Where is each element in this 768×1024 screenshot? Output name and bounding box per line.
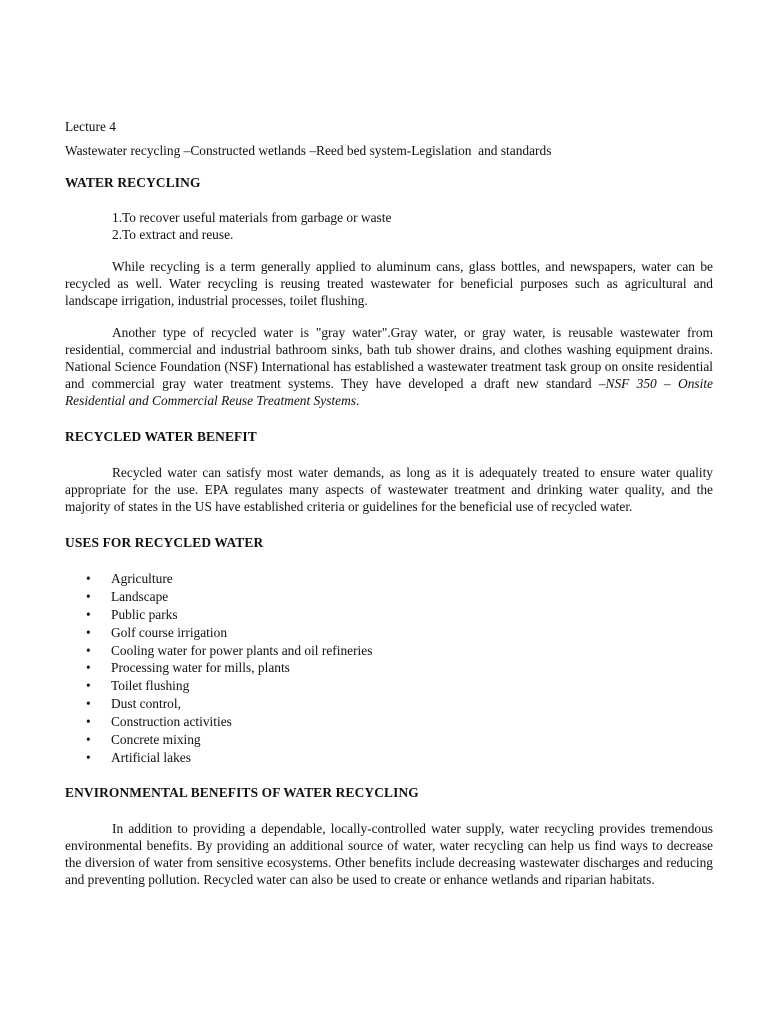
nsf-standard-title: NSF 350 – Onsite Residential and Commercial Reuse Treatment Systems (65, 376, 713, 408)
bullet-icon: • (86, 732, 91, 748)
numbered-item-1: 1.To recover useful materials from garbage or waste (112, 210, 392, 225)
bullet-icon: • (86, 642, 91, 658)
bullet-icon: • (86, 696, 91, 712)
bullet-icon: • (86, 606, 91, 622)
list-item: • Toilet flushing (86, 678, 190, 694)
bullet-icon: • (86, 660, 91, 676)
document-page (65, 118, 713, 888)
bullet-icon: • (86, 624, 91, 640)
list-item: • Dust control, (86, 696, 181, 712)
paragraph-recycling-intro: While recycling is a term generally applied to aluminum cans, glass bottles, and newspapers, water can be recycled as well. Water recycling is reusing treated wastewater for beneficial purposes such as agricultural and landscape irrigation, industrial processes, toilet flushing. (65, 259, 713, 308)
list-item: • Golf course irrigation (86, 624, 228, 640)
gray-water-period: . (355, 393, 360, 408)
heading-environmental-benefits: ENVIRONMENTAL BENEFITS OF WATER RECYCLING (65, 784, 419, 800)
bullet-icon: • (86, 714, 91, 730)
numbered-item-2: 2.To extract and reuse. (112, 227, 234, 242)
bullet-icon: • (86, 571, 91, 586)
list-item: • Construction activities (86, 714, 232, 730)
uses-list (65, 570, 713, 767)
list-item: • Processing water for mills, plants (86, 660, 290, 676)
gray-water-text: Another type of recycled water is "gray water".Gray water, or gray water, is reusable wastewater from residential, commercial and industrial bathroom sinks, bath tub shower drains, and clothes washing equipment drains. National Science Foundation (NSF) International has established a wastewater treatment task group on onsite residential and commercial gray water treatment systems. They have developed a draft new standard – (65, 325, 713, 391)
list-item: • Concrete mixing (86, 732, 201, 748)
heading-recycled-water-benefit: RECYCLED WATER BENEFIT (65, 429, 257, 444)
heading-water-recycling: WATER RECYCLING (65, 175, 201, 190)
lecture-label: Lecture 4 (65, 119, 116, 134)
bullet-icon: • (86, 588, 91, 604)
list-item: • Public parks (86, 606, 178, 622)
paragraph-environmental: In addition to providing a dependable, locally-controlled water supply, water recycling provides tremendous environmental benefits. By providing an additional source of water, water recycling can help us find ways to decrease the diversion of water from sensitive ecosystems. Other benefits include decreasing wastewater discharges and reducing and preventing pollution. Recycled water can also be used to create or enhance wetlands and riparian habitats. (65, 820, 713, 887)
bullet-icon: • (86, 749, 91, 765)
list-item: • Cooling water for power plants and oil refineries (86, 642, 373, 658)
numbered-list (65, 209, 713, 243)
paragraph-gray-water (65, 324, 713, 409)
paragraph-benefit: Recycled water can satisfy most water demands, as long as it is adequately treated to ensure water quality appropriate for the use. EPA regulates many aspects of wastewater treatment and drinking water quality, and the majority of states in the US have established criteria or guidelines for the beneficial use of recycled water. (65, 465, 713, 514)
list-item: • Agriculture (86, 571, 173, 586)
heading-uses: USES FOR RECYCLED WATER (65, 535, 264, 550)
list-item: • Landscape (86, 588, 169, 604)
list-item: • Artificial lakes (86, 749, 191, 765)
lecture-subtitle: Wastewater recycling –Constructed wetlands –Reed bed system-Legislation and standards (65, 143, 552, 158)
bullet-icon: • (86, 678, 91, 694)
